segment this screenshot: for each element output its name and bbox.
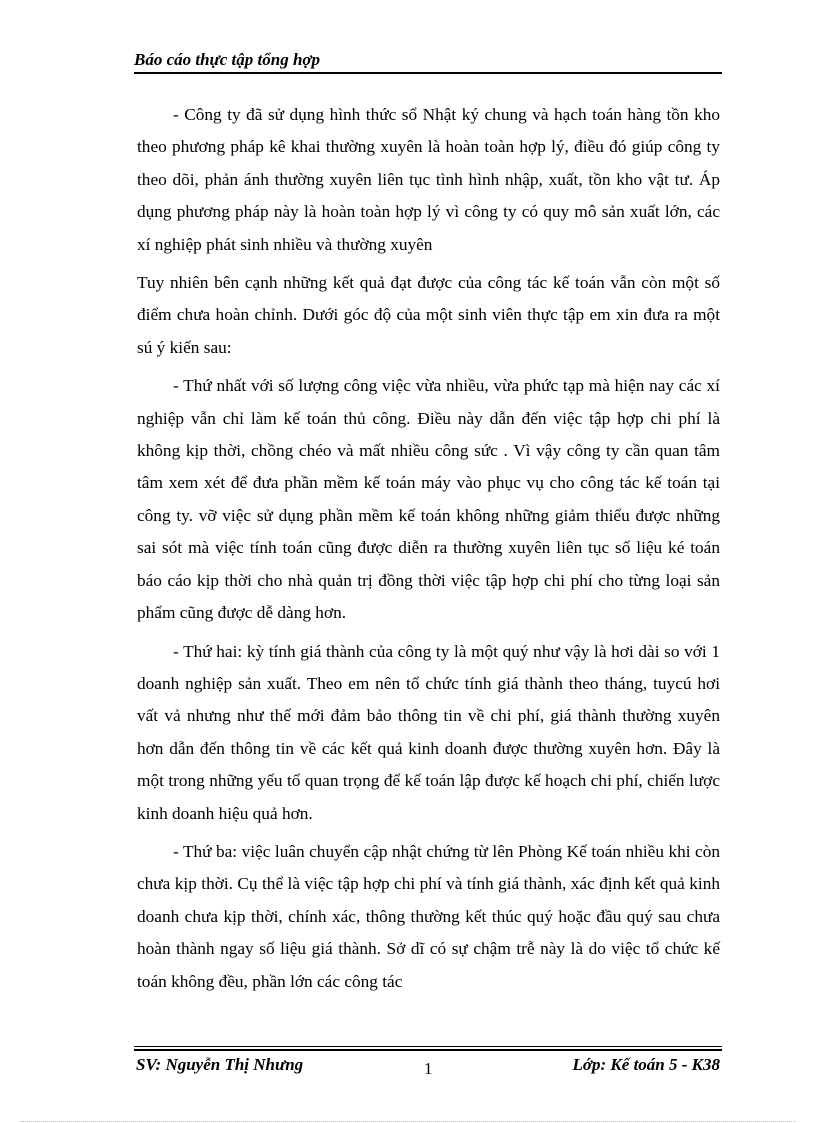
footer-class: Lớp: Kế toán 5 - K38 xyxy=(572,1055,720,1074)
header-rule xyxy=(134,72,722,74)
paragraph-1: - Công ty đã sử dụng hình thức sổ Nhật ký chung và hạch toán hàng tồn kho theo phương pháp kê khai thường xuyên là hoàn toàn hợp lý, điều đó giúp công ty theo dõi, phản ánh thường xuyên liên tục tình hình nhập, xuất, tồn kho vật tư. Áp dụng phương pháp này là hoàn toàn hợp lý vì công ty có quy mô sản xuất lớn, các xí nghiệp phát sinh nhiều và thường xuyên xyxy=(137,105,720,254)
paragraph-5: - Thứ ba: việc luân chuyển cập nhật chứng từ lên Phòng Kế toán nhiều khi còn chưa kịp thời. Cụ thể là việc tập hợp chi phí và tính giá thành, xác định kết quả kinh doanh chưa kịp thời, chính xác, thông thường kết thúc quý hoặc đầu quý sau chưa hoàn thành ngay số liệu giá thành. Sở dĩ có sự chậm trễ này là do việc tổ chức kế toán không đều, phần lớn các công tác xyxy=(137,841,720,991)
header-title: Báo cáo thực tập tổng hợp xyxy=(134,50,321,69)
paragraph-3: - Thứ nhất với số lượng công việc vừa nhiều, vừa phức tạp mà hiện nay các xí nghiệp vẫn chỉ làm kế toán thủ công. Điều này dẫn đến việc tập hợp chi phí là không kịp thời, chồng chéo và mất nhiều công sức . Vì vậy công ty cần quan tâm tâm xem xét để đưa phần mềm kế toán máy vào phục vụ cho công tác kế toán tại công ty. vỡ việc sử dụng phần mềm kế toán không những giảm thiểu được những sai sót mà việc tính toán cũng được diễn ra thường xuyên liên tục số liệu ké toán báo cáo kịp thời cho nhà quản trị đồng thời việc tập hợp chi phí cho từng loại sản phẩm cũng được dễ dàng hơn. xyxy=(137,376,720,623)
footer-rule xyxy=(134,1046,722,1051)
paragraph-4: - Thứ hai: kỳ tính giá thành của công ty là một quý như vậy là hơi dài so với 1 doanh nghiệp sản xuất. Theo em nên tổ chức tính giá thành theo tháng, tuycú hơi vất vả nhưng như thế mới đảm bảo thông tin về chi phí, giá thành thường xuyên hơn dẫn đến thông tin về các kết quả kinh doanh được thường xuyên hơn. Đây là một trong những yếu tố quan trọng để kế toán lập được kế hoạch chi phí, chiến lược kinh doanh hiệu quả hơn. xyxy=(137,641,720,823)
page-number: 1 xyxy=(424,1059,433,1078)
footer-student-name: SV: Nguyễn Thị Nhưng xyxy=(136,1055,304,1074)
page-footer xyxy=(134,1054,722,1078)
document-body xyxy=(137,99,720,1004)
page-edge-rule xyxy=(20,1121,796,1122)
page-header xyxy=(134,50,722,74)
paragraph-2: Tuy nhiên bên cạnh những kết quả đạt được của công tác kế toán vẫn còn một số điểm chưa hoàn chỉnh. Dưới góc độ của một sinh viên thực tập em xin đưa ra một sú ý kiến sau: xyxy=(137,273,720,357)
